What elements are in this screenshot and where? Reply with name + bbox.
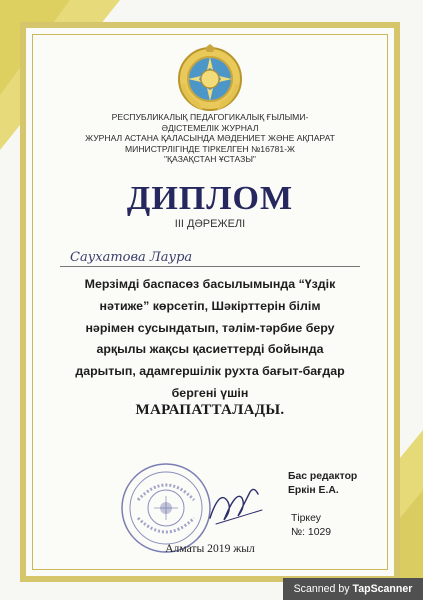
- degree-label: ІІІ ДӘРЕЖЕЛІ: [174, 218, 246, 230]
- organization-line: МИНИСТРЛІГІНДЕ ТІРКЕЛГЕН №16781-Ж: [125, 143, 295, 154]
- name-underline: [60, 266, 360, 267]
- citation-line: арқылы жақсы қасиеттерді бойында: [96, 342, 324, 357]
- organization-line: РЕСПУБЛИКАЛЫҚ ПЕДАГОГИКАЛЫҚ ҒЫЛЫМИ-: [111, 112, 309, 122]
- citation-line: бергені үшін: [171, 385, 249, 400]
- organization-line: ӘДІСТЕМЕЛІК ЖУРНАЛ: [161, 122, 259, 133]
- organization-line: ЖУРНАЛ АСТАНА ҚАЛАСЫНДА МӘДЕНИЕТ ЖӘНЕ АҚПАРАТ: [85, 133, 335, 144]
- registration-block: [291, 512, 381, 540]
- watermark-prefix: Scanned by: [293, 583, 350, 595]
- diploma-title: ДИПЛОМ: [126, 180, 294, 217]
- editor-role: Бас редактор: [288, 471, 358, 482]
- registration-label: Тіркеу: [291, 513, 321, 524]
- citation-line: дарытып, адамгершілік рухта бағыт-бағдар: [75, 364, 345, 379]
- citation-line: Мерзімді баспасөз басылымында “Үздік: [84, 277, 336, 291]
- editor-block: [288, 470, 388, 498]
- organization-line: "ҚАЗАҚСТАН ҰСТАЗЫ": [164, 154, 256, 165]
- citation-line: нәтиже” көрсетіп, Шәкірттерін білім: [99, 298, 321, 313]
- editor-name: Еркін Е.А.: [288, 485, 339, 496]
- kazakhstan-emblem-icon: [175, 44, 245, 114]
- diploma-content: [26, 28, 394, 576]
- signature-icon: [206, 480, 266, 530]
- recipient-name: Саухатова Лаура: [70, 250, 193, 265]
- watermark-brand: TapScanner: [352, 583, 413, 595]
- registration-number: №: 1029: [291, 527, 332, 538]
- citation-line: нәрімен сусындатып, тәлім-тәрбие беру: [85, 320, 335, 335]
- organization-block: [26, 112, 394, 165]
- city-year: Алматы 2019 жыл: [165, 542, 255, 555]
- citation-text: [36, 274, 384, 405]
- scanner-watermark: [283, 578, 423, 600]
- award-statement: МАРАПАТТАЛАДЫ.: [135, 402, 285, 418]
